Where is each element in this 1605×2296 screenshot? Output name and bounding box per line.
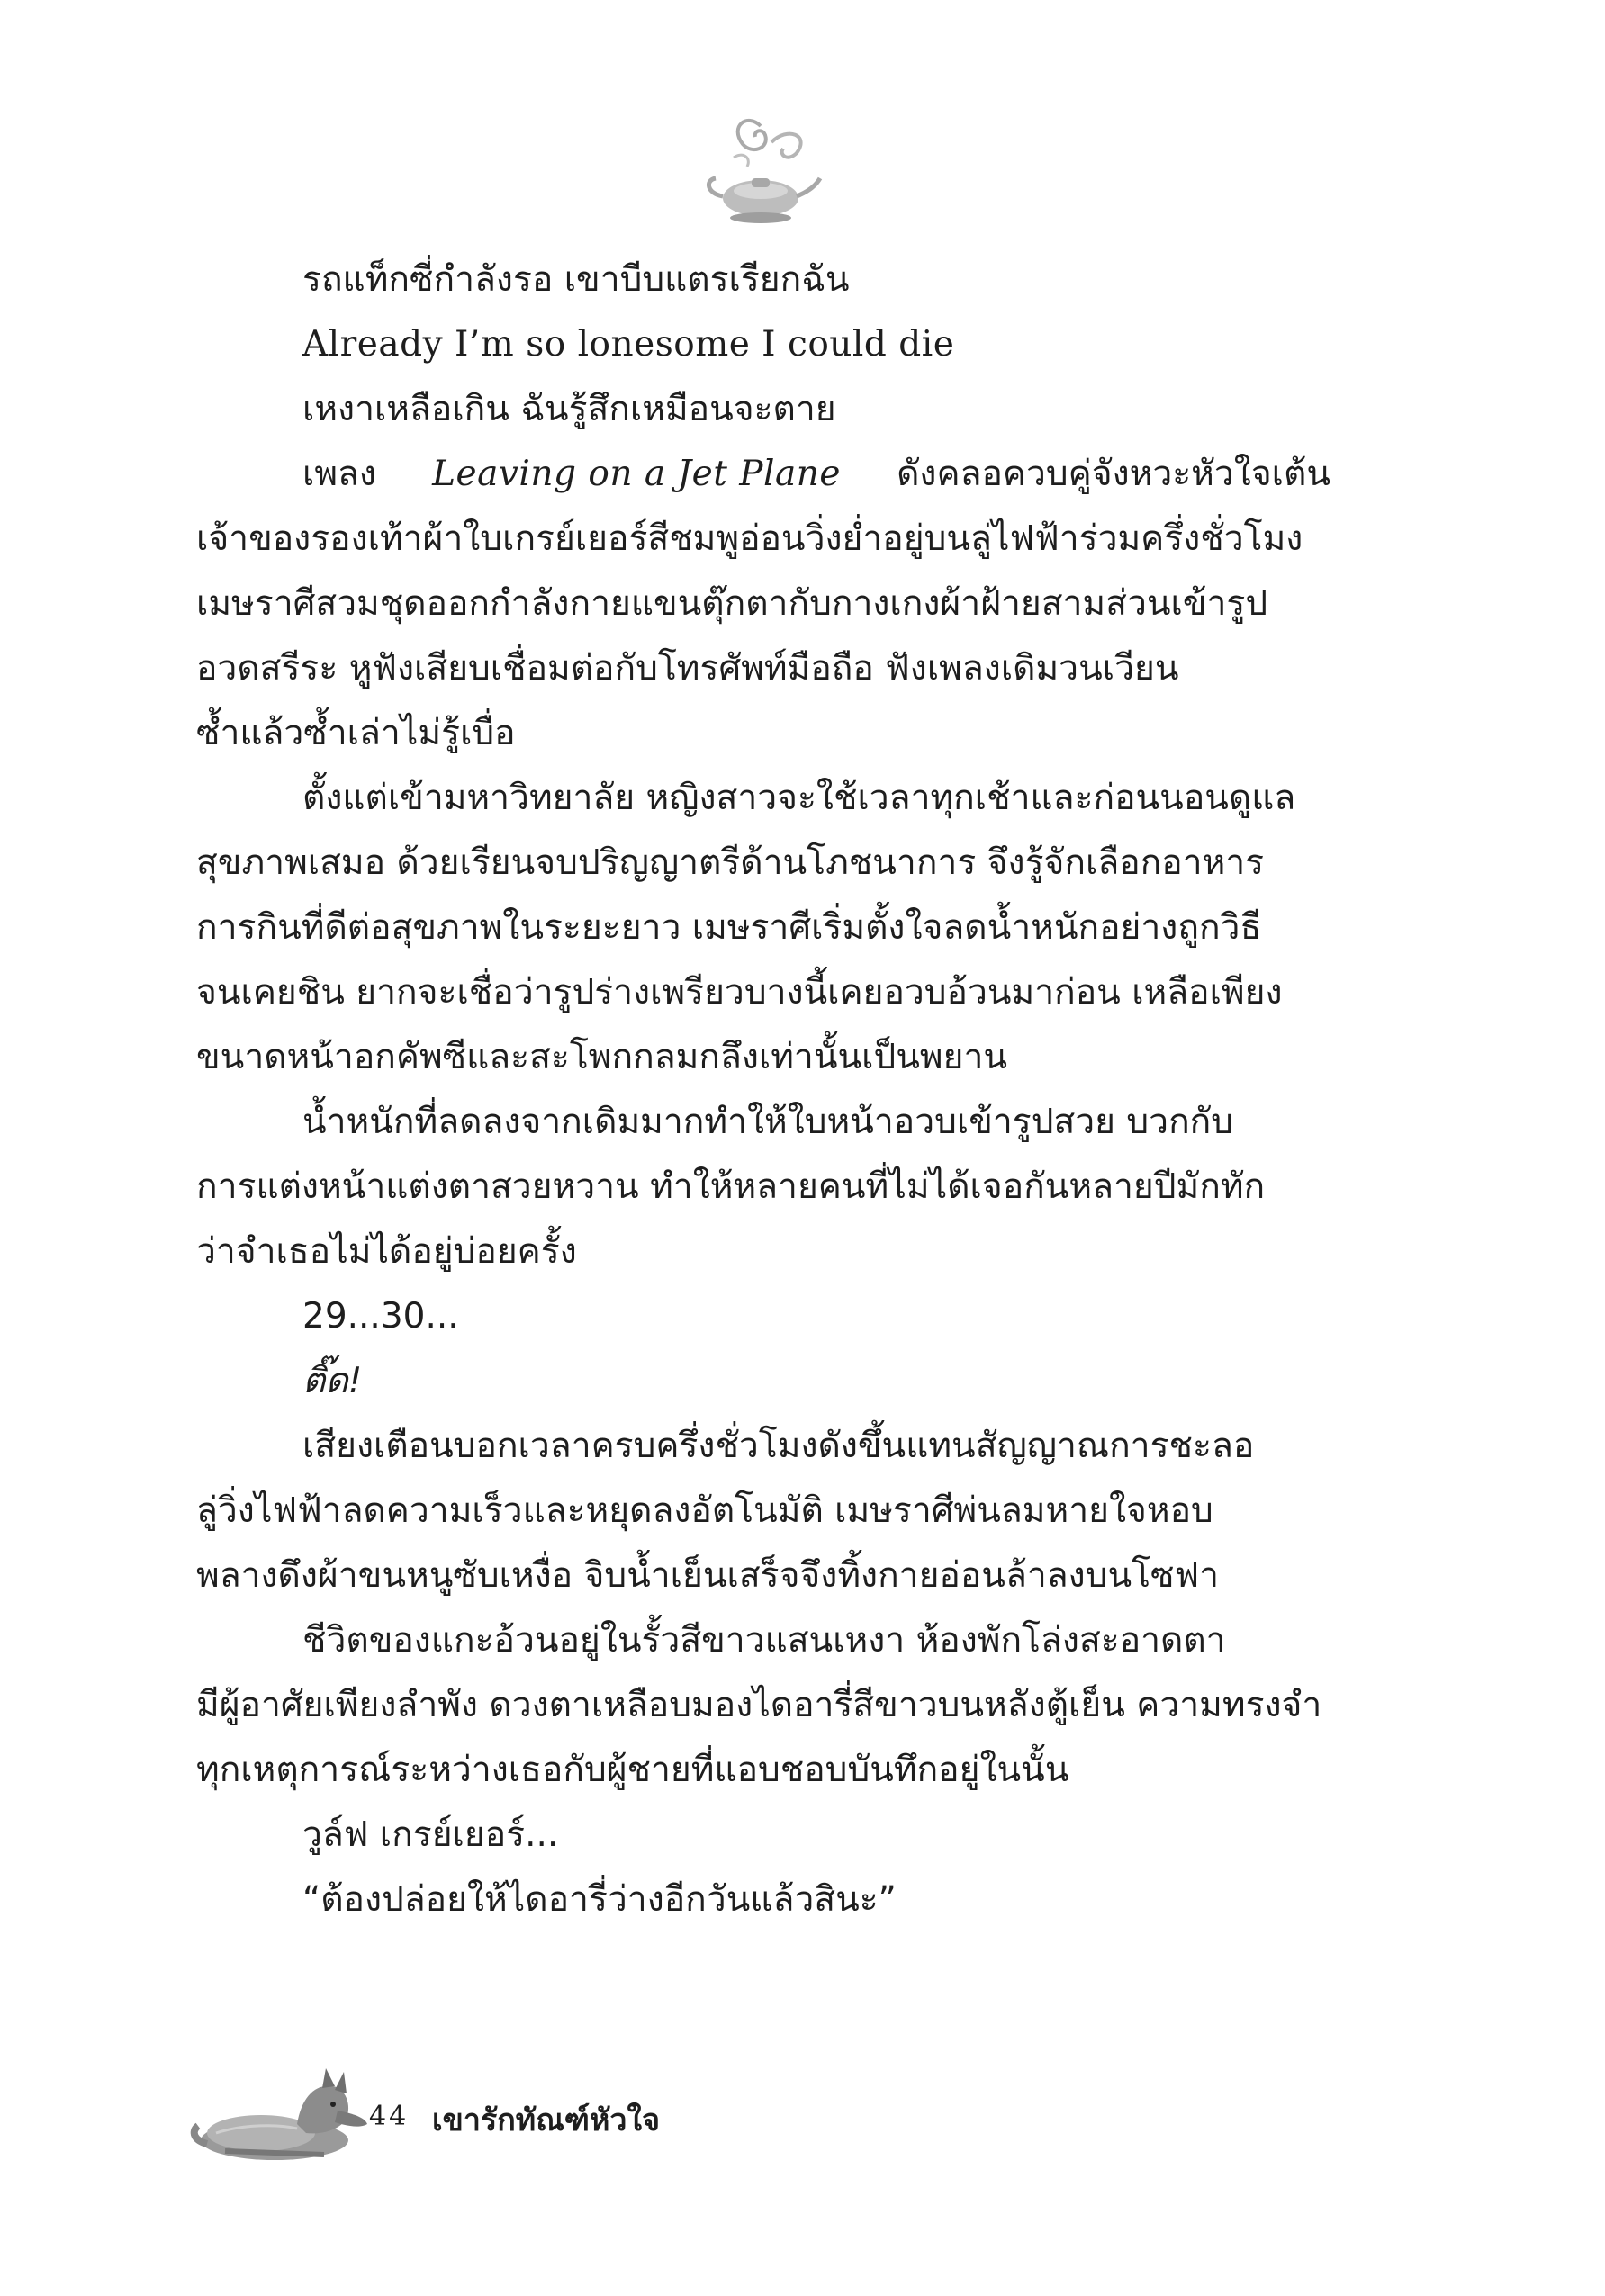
- paragraph-line: ลู่วิ่งไฟฟ้าลดความเร็วและหยุดลงอัตโนมัติ เมษราศีพ่นลมหายใจหอบ: [196, 1490, 1213, 1531]
- paragraph-line: เมษราศีสวมชุดออกกำลังกายแขนตุ๊กตากับกางเกงผ้าฝ้ายสามส่วนเข้ารูป: [196, 583, 1268, 624]
- text-segment: เพลง: [302, 454, 376, 494]
- paragraph-line: วูล์ฟ เกรย์เยอร์...: [302, 1814, 559, 1855]
- paragraph-line: ชีวิตของแกะอ้วนอยู่ในรั้วสีขาวแสนเหงา ห้องพักโล่งสะอาดตา: [302, 1620, 1226, 1661]
- paragraph-line: อวดสรีระ หูฟังเสียบเชื่อมต่อกับโทรศัพท์มือถือ ฟังเพลงเดิมวนเวียน: [196, 648, 1179, 689]
- paragraph-line: จนเคยชิน ยากจะเชื่อว่ารูปร่างเพรียวบางนี้เคยอวบอ้วนมาก่อน เหลือเพียง: [196, 972, 1283, 1013]
- body-text: [196, 248, 1330, 1932]
- beep-line: ติ๊ด!: [302, 1361, 363, 1401]
- paragraph-line: ว่าจำเธอไม่ได้อยู่บ่อยครั้ง: [196, 1231, 577, 1272]
- paragraph-line: น้ำหนักที่ลดลงจากเดิมมากทำให้ใบหน้าอวบเข้ารูปสวย บวกกับ: [302, 1102, 1234, 1142]
- book-title: เขารักทัณฑ์หัวใจ: [432, 2102, 661, 2138]
- paragraph-line: การแต่งหน้าแต่งตาสวยหวาน ทำให้หลายคนที่ไม่ได้เจอกันหลายปีมักทัก: [196, 1166, 1266, 1207]
- song-title: Leaving on a Jet Plane: [432, 454, 841, 494]
- dialogue-line: “ต้องปล่อยให้ไดอารี่ว่างอีกวันแล้วสินะ”: [302, 1879, 897, 1920]
- lyric-line-english: Already I’m so lonesome I could die: [302, 324, 955, 365]
- paragraph-line: [196, 442, 1330, 507]
- paragraph-line: ตั้งแต่เข้ามหาวิทยาลัย หญิงสาวจะใช้เวลาทุกเช้าและก่อนนอนดูแล: [302, 778, 1296, 818]
- paragraph-line: พลางดึงผ้าขนหนูซับเหงื่อ จิบน้ำเย็นเสร็จจึงทิ้งกายอ่อนล้าลงบนโซฟา: [196, 1555, 1220, 1596]
- page-number: 44: [369, 2101, 410, 2132]
- paragraph-line: รถแท็กซี่กำลังรอ เขาบีบแตรเรียกฉัน: [302, 259, 850, 300]
- paragraph-line: เสียงเตือนบอกเวลาครบครึ่งชั่วโมงดังขึ้นแทนสัญญาณการชะลอ: [302, 1426, 1255, 1466]
- paragraph-line: มีผู้อาศัยเพียงลำพัง ดวงตาเหลือบมองไดอารี่สีขาวบนหลังตู้เย็น ความทรงจำ: [196, 1685, 1322, 1725]
- lyric-line-thai: เหงาเหลือเกิน ฉันรู้สึกเหมือนจะตาย: [302, 389, 836, 429]
- wolf-icon: [189, 2061, 369, 2165]
- teapot-ornament-icon: [698, 108, 824, 234]
- count-line: 29...30...: [302, 1296, 459, 1337]
- paragraph-line: การกินที่ดีต่อสุขภาพในระยะยาว เมษราศีเริ่มตั้งใจลดน้ำหนักอย่างถูกวิธี: [196, 907, 1262, 948]
- paragraph-line: เจ้าของรองเท้าผ้าใบเกรย์เยอร์สีชมพูอ่อนวิ่งย่ำอยู่บนลู่ไฟฟ้าร่วมครึ่งชั่วโมง: [196, 518, 1303, 559]
- text-segment: ดังคลอควบคู่จังหวะหัวใจเต้น: [897, 454, 1330, 494]
- paragraph-line: สุขภาพเสมอ ด้วยเรียนจบปริญญาตรีด้านโภชนาการ จึงรู้จักเลือกอาหาร: [196, 842, 1265, 883]
- page-footer: [189, 2061, 819, 2169]
- paragraph-line: ทุกเหตุการณ์ระหว่างเธอกับผู้ชายที่แอบชอบบันทึกอยู่ในนั้น: [196, 1750, 1069, 1790]
- paragraph-line: ซ้ำแล้วซ้ำเล่าไม่รู้เบื่อ: [196, 713, 516, 753]
- paragraph-line: ขนาดหน้าอกคัพซีและสะโพกกลมกลึงเท่านั้นเป็นพยาน: [196, 1037, 1008, 1077]
